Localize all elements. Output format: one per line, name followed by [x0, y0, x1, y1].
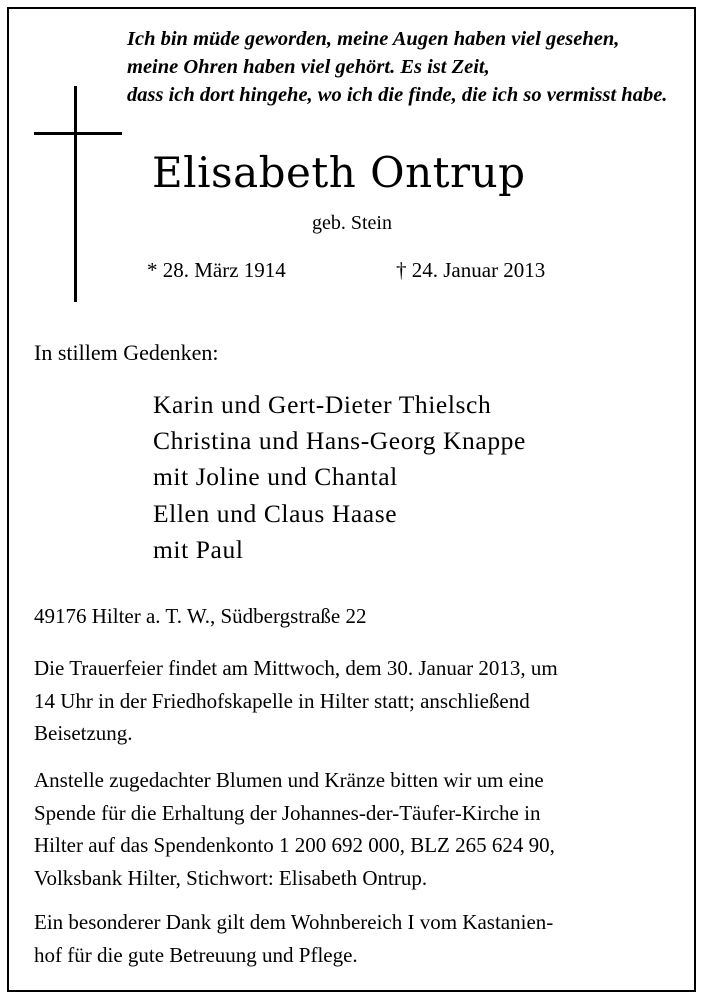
- paragraph-line: Spende für die Erhaltung der Johannes-der-Täufer-Kirche in: [34, 800, 541, 825]
- mourner-line: mit Paul: [153, 534, 244, 564]
- paragraph-line: Volksbank Hilter, Stichwort: Elisabeth Ontrup.: [34, 865, 428, 890]
- paragraph-line: hof für die gute Betreuung und Pflege.: [34, 942, 358, 967]
- mourner-line: Christina und Hans-Georg Knappe: [153, 426, 526, 456]
- paragraph-line: 14 Uhr in der Friedhofskapelle in Hilter statt; anschließend: [34, 688, 530, 713]
- birth-date: * 28. März 1914: [147, 258, 286, 282]
- memorial-poem: [127, 25, 687, 109]
- paragraph-line: Beisetzung.: [34, 721, 133, 745]
- address: 49176 Hilter a. T. W., Südbergstraße 22: [34, 604, 367, 628]
- thanks-paragraph: [34, 906, 684, 971]
- poem-line: Ich bin müde geworden, meine Augen haben viel gesehen,: [127, 28, 620, 50]
- deceased-name: Elisabeth Ontrup: [152, 148, 526, 197]
- cross-icon-bar: [34, 132, 122, 135]
- mourner-line: Karin und Gert-Dieter Thielsch: [153, 390, 492, 419]
- paragraph-line: Hilter auf das Spendenkonto 1 200 692 000, BLZ 265 624 90,: [34, 833, 555, 857]
- paragraph-line: Ein besonderer Dank gilt dem Wohnbereich I vom Kastanien-: [34, 910, 554, 934]
- mourner-line: Ellen und Claus Haase: [153, 498, 398, 528]
- donation-paragraph: [34, 764, 684, 894]
- paragraph-line: Die Trauerfeier findet am Mittwoch, dem 30. Januar 2013, um: [34, 656, 558, 680]
- mourners-list: [153, 387, 526, 568]
- paragraph-line: Anstelle zugedachter Blumen und Kränze bitten wir um eine: [34, 768, 544, 792]
- poem-line: meine Ohren haben viel gehört. Es ist Zeit,: [127, 56, 490, 78]
- memory-heading: In stillem Gedenken:: [34, 340, 219, 365]
- poem-line: dass ich dort hingehe, wo ich die finde, die ich so vermisst habe.: [127, 84, 668, 106]
- mourner-line: mit Joline und Chantal: [153, 462, 398, 492]
- funeral-paragraph: [34, 652, 684, 750]
- birth-name: geb. Stein: [312, 212, 392, 234]
- cross-icon: [74, 86, 77, 302]
- death-date: † 24. Januar 2013: [396, 258, 546, 282]
